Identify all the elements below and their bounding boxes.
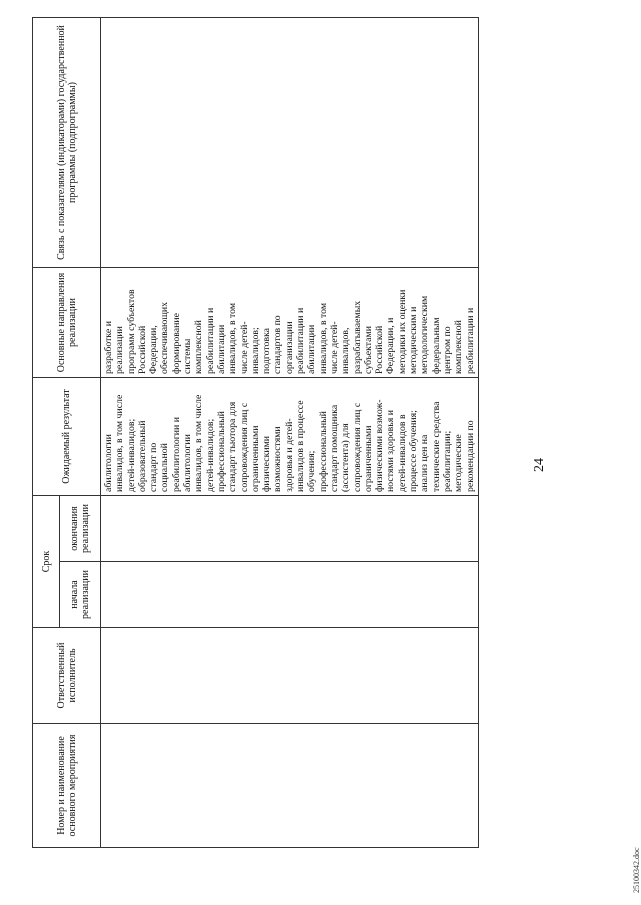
table-row bbox=[101, 18, 479, 848]
text-line: числе детей- bbox=[238, 321, 250, 374]
header-main-directions: Основные направления реализации bbox=[33, 268, 101, 378]
text-line: реабилитации и bbox=[204, 307, 216, 374]
header-term-end: окончания реализации bbox=[60, 496, 101, 562]
text-line: системы bbox=[182, 338, 194, 374]
text-line: здоровья и детей- bbox=[283, 418, 295, 492]
text-line: абилитологии bbox=[103, 434, 114, 492]
text-line: стандарт помощника bbox=[328, 404, 340, 492]
text-line: подготовка bbox=[261, 327, 273, 374]
text-line: числе детей- bbox=[328, 321, 340, 374]
text-line: обеспечивающих bbox=[159, 301, 171, 374]
text-line: абилитации bbox=[306, 324, 318, 374]
text-line: методологическим bbox=[419, 295, 431, 374]
cell-executor bbox=[101, 628, 479, 724]
text-line: анализ цен на bbox=[419, 434, 431, 492]
text-line: стандартов по bbox=[272, 315, 284, 374]
text-line: инвалидов, в том bbox=[317, 302, 329, 374]
cell-activity bbox=[101, 724, 479, 848]
text-line: центром по bbox=[441, 326, 453, 374]
text-line: обучения; bbox=[306, 450, 318, 492]
text-line: инвалидов, bbox=[340, 327, 352, 374]
text-line: процессе обучения; bbox=[408, 410, 420, 492]
text-line: реабилитологии и bbox=[170, 417, 182, 492]
text-line: реализации bbox=[114, 326, 126, 374]
text-line: реабилитации и bbox=[464, 307, 476, 374]
text-line: организации bbox=[283, 321, 295, 374]
cell-term-end bbox=[101, 496, 479, 562]
text-line: субъектами bbox=[362, 326, 374, 374]
cell-main-directions bbox=[101, 268, 479, 378]
program-activities-table bbox=[32, 17, 479, 848]
document-code: 25100342.doc bbox=[632, 847, 641, 893]
text-line: программ субъектов bbox=[125, 289, 137, 374]
text-line: Российской bbox=[136, 325, 148, 374]
text-line: социальной bbox=[159, 443, 171, 492]
text-line: инвалидов; bbox=[249, 327, 261, 374]
header-expected-result: Ожидаемый результат bbox=[33, 378, 101, 496]
header-indicator-link: Связь с показателями (индикаторами) государственной программы (подпрограммы) bbox=[33, 18, 101, 268]
text-line: Федерации, bbox=[148, 325, 160, 374]
text-line: ограниченными bbox=[362, 425, 374, 492]
header-activity: Номер и наименование основного мероприятия bbox=[33, 724, 101, 848]
text-line: инвалидов в процессе bbox=[295, 400, 307, 492]
text-line: методическим и bbox=[408, 306, 420, 374]
header-executor: Ответственный исполнитель bbox=[33, 628, 101, 724]
text-line: ностями здоровья и bbox=[385, 410, 397, 492]
text-line: стандарт по bbox=[148, 442, 160, 492]
main-directions-text bbox=[101, 268, 478, 377]
text-line: разрабатываемых bbox=[351, 300, 363, 374]
text-line: детей-инвалидов; bbox=[125, 418, 137, 492]
text-line: детей-инвалидов; bbox=[204, 418, 216, 492]
cell-expected-result bbox=[101, 378, 479, 496]
text-line: реабилитации; bbox=[441, 430, 453, 492]
text-line: реабилитации и bbox=[295, 307, 307, 374]
text-line: профессиональный bbox=[215, 411, 227, 492]
page-number: 24 bbox=[532, 458, 547, 472]
text-line: методики их оценки bbox=[396, 289, 408, 374]
text-line: инвалидов, в том числе bbox=[193, 394, 205, 492]
text-line: методические bbox=[453, 434, 465, 492]
text-line: физическими возмож- bbox=[374, 399, 386, 492]
text-line: профессиональный bbox=[317, 411, 329, 492]
text-line: Российской bbox=[374, 325, 386, 374]
text-line: рекомендации по bbox=[464, 420, 476, 492]
text-line: сопровождения лиц с bbox=[351, 402, 363, 492]
text-line: комплексной bbox=[453, 320, 465, 374]
text-line: возможностями bbox=[272, 426, 284, 492]
text-line: разработке и bbox=[103, 321, 114, 374]
text-line: Федерации, и bbox=[385, 317, 397, 374]
cell-term-start bbox=[101, 562, 479, 628]
text-line: стандарт тьютора для bbox=[227, 401, 239, 492]
text-line: детей-инвалидов в bbox=[396, 414, 408, 492]
text-line: физическими bbox=[261, 435, 273, 492]
text-line: абилитации bbox=[215, 324, 227, 374]
text-line: (ассистента) для bbox=[340, 423, 352, 492]
text-line: сопровождения лиц с bbox=[238, 402, 250, 492]
text-line: федеральным bbox=[430, 317, 442, 374]
text-line: комплексной bbox=[193, 320, 205, 374]
text-line: технические средства bbox=[430, 401, 442, 492]
header-term-start: начала реализации bbox=[60, 562, 101, 628]
text-line: образовательный bbox=[136, 420, 148, 492]
expected-result-text bbox=[101, 378, 478, 495]
text-line: абилитологии bbox=[182, 434, 194, 492]
text-line: формирование bbox=[170, 313, 182, 374]
header-term: Срок bbox=[33, 496, 60, 628]
cell-indicator-link bbox=[101, 18, 479, 268]
text-line: инвалидов, в том bbox=[227, 302, 239, 374]
text-line: ограниченными bbox=[249, 425, 261, 492]
text-line: инвалидов, в том числе bbox=[114, 394, 126, 492]
